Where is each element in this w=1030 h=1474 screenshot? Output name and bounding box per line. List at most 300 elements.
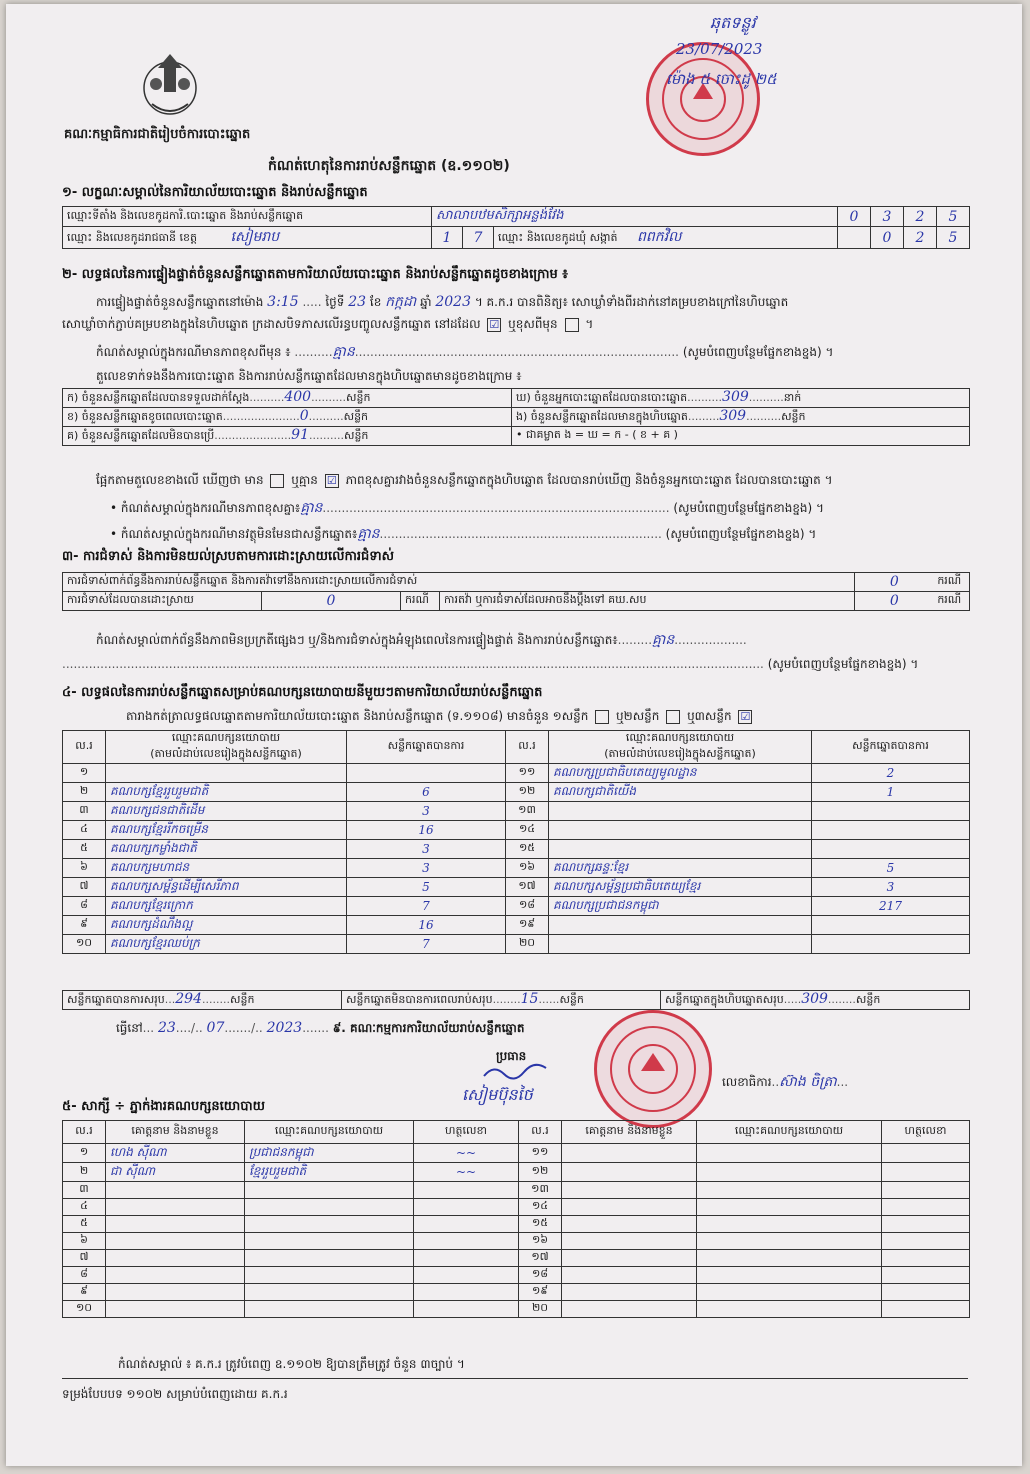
table-row <box>63 878 970 897</box>
vote-no: ៣ <box>63 802 106 821</box>
commune-code-blank <box>838 227 871 249</box>
count-a-value: 400 <box>284 389 312 405</box>
province-code-digit: 1 <box>432 227 463 249</box>
vote-no: ១៧ <box>506 878 549 897</box>
vote-no: ១១ <box>506 764 549 783</box>
col-votes-left: សន្លឹកឆ្នោតបានការ <box>347 731 506 764</box>
verify-line2-text: សោឃ្លាំចាក់ភ្ជាប់គម្របខាងក្នុងនៃហិបឆ្នោត ក្រដាសបិទភាសលើរន្ធបញ្ចូលសន្លឹកឆ្នោត នៅដដែល <box>62 317 481 331</box>
total-valid-value: 294 <box>175 991 202 1007</box>
total-box-value: 309 <box>801 991 828 1007</box>
witness-no: ១៨ <box>519 1267 562 1284</box>
province-label-text: ឈ្មោះ និងលេខកូដរាជធានី ខេត្ត <box>67 231 197 244</box>
count-c-label: គ) ចំនួនសន្លឹកឆ្នោតដែលមិនបានប្រើ <box>67 429 215 442</box>
vote-party: គណបក្សកម្លាំងជាតិ <box>106 840 347 859</box>
total-invalid-value: 15 <box>520 991 539 1007</box>
chief-name: សៀមប៊ុនថៃ <box>462 1085 533 1104</box>
verify-year-label: ឆ្នាំ <box>420 295 432 309</box>
witness-name <box>562 1250 697 1267</box>
witness-name <box>562 1284 697 1301</box>
fill-hint: (សូមបំពេញបន្ថែមផ្នែកខាងខ្នង) ។ <box>682 345 834 359</box>
vote-party <box>549 821 812 840</box>
compare-tail: ភាពខុសគ្នារវាងចំនួនសន្លឹកឆ្នោតក្នុងហិបឆ្នោត ដែលបានរាប់ឃើញ និងចំនួនអ្នកបោះឆ្នោត ដែលបានបោះឆ្នោត ។ <box>345 473 833 487</box>
commune-label-text: ឈ្មោះ និងលេខកូដឃុំ សង្កាត់ <box>498 231 618 244</box>
vote-count: 3 <box>347 802 506 821</box>
commune-code-digit: 5 <box>937 227 970 249</box>
witness-no: ៤ <box>63 1199 106 1216</box>
irregularity-continue: ........................................................................................................................................................................................ (សូមបំពេញបន្ថែមផ្នែកខាងខ្នង) ។ <box>62 657 919 671</box>
vote-no: ១៦ <box>506 859 549 878</box>
witness-no: ៧ <box>63 1250 106 1267</box>
witness-no: ១៧ <box>519 1250 562 1267</box>
three-sheets-checkbox[interactable]: ☑ <box>738 710 752 724</box>
vote-count <box>812 935 970 954</box>
count-d-value: 309 <box>722 389 749 405</box>
resolved-unit: ករណី <box>401 592 440 611</box>
col-party-right: ឈ្មោះគណបក្សនយោបាយ <box>549 731 812 748</box>
done-month: 07 <box>206 1020 225 1036</box>
location-code-digit: 2 <box>904 207 937 227</box>
location-value: សាលាបឋមសិក្សាអន្លង់វែង <box>432 207 838 227</box>
witness-signature <box>882 1216 970 1233</box>
vote-party: គណបក្សសម្ព័ន្ធដើម្បីសេរីភាព <box>106 878 347 897</box>
results-intro-text: តារាងកត់ត្រាលទ្ធផលឆ្នោតតាមការិយាល័យបោះឆ្នោត និងរាប់សន្លឹកឆ្នោត (ទ.១១០៨) មានចំនួន ១សន្លឹក <box>126 709 589 723</box>
witness-party <box>697 1233 882 1250</box>
table-row <box>63 1199 970 1216</box>
vote-party <box>549 840 812 859</box>
witness-party: ប្រជាជនកម្ពុជា <box>245 1144 414 1163</box>
section-5-heading: ៥- សាក្សី ÷ ភ្នាក់ងារគណបក្សនយោបាយ <box>62 1099 265 1114</box>
table-row <box>63 764 970 783</box>
witness-name <box>106 1199 245 1216</box>
verify-day: 23 <box>348 294 367 310</box>
total-valid: សន្លឹកឆ្នោតបានការសរុប...294........សន្លឹក <box>63 991 342 1010</box>
vote-no: ២ <box>63 783 106 802</box>
witness-no: ១០ <box>63 1301 106 1318</box>
count-a-label: ក) ចំនួនសន្លឹកឆ្នោតដែលបានទទួលដាក់ស្តែង <box>67 391 250 404</box>
done-date-line: ធ្វើនៅ... 23..../.. 07......./.. 2023....... ៩. គណៈកម្មការការិយាល័យរាប់សន្លឹកឆ្នោត <box>116 1020 525 1036</box>
witness-no: ១ <box>63 1144 106 1163</box>
vote-count: 16 <box>347 916 506 935</box>
vote-no: ១០ <box>63 935 106 954</box>
section-1-heading: ១- លក្ខណៈសម្គាល់នៃការិយាល័យបោះឆ្នោត និងរាប់សន្លឹកឆ្នោត <box>62 185 368 200</box>
witness-signature <box>882 1267 970 1284</box>
witness-party: ខ្មែររួបរួមជាតិ <box>245 1163 414 1182</box>
witness-no: ១៩ <box>519 1284 562 1301</box>
appeal-label: ការតវ៉ា ឬការជំទាស់ដែលអាចនឹងប្តឹងទៅ គឃ.សប <box>440 592 855 611</box>
w-col-name-right: គោត្តនាម និងនាមខ្លួន <box>562 1121 697 1144</box>
table-row <box>63 1250 970 1267</box>
w-col-sign-right: ហត្ថលេខា <box>882 1121 970 1144</box>
witness-signature <box>414 1199 519 1216</box>
witness-signature: ~~ <box>414 1144 519 1163</box>
vote-party: គណបក្សដំណឹងល្អ <box>106 916 347 935</box>
count-b-value: 0 <box>299 408 309 424</box>
one-sheet-checkbox[interactable] <box>595 710 609 724</box>
commune-value: ពពកវិល <box>637 229 682 245</box>
witness-signature <box>414 1182 519 1199</box>
note3-line: • កំណត់សម្គាល់ក្នុងករណីមានវត្ថុមិនមែនជាសន្លឹកឆ្នោត៖គ្មាន.......................................................................... (សូមបំពេញបន្ថែមផ្នែកខាងខ្នង) ។ <box>110 526 817 542</box>
section-4-heading: ៤- លទ្ធផលនៃការរាប់សន្លឹកឆ្នោតសម្រាប់គណបក្សនយោបាយនីមួយៗតាមការិយាល័យរាប់សន្លឹកឆ្នោត <box>62 685 543 700</box>
vote-no: ៩ <box>63 916 106 935</box>
vote-count <box>812 916 970 935</box>
province-code-digit: 7 <box>463 227 494 249</box>
secretary-line: លេខាធិការ..ស៊ាង ចិត្រា... <box>722 1074 849 1090</box>
vote-count: 1 <box>812 783 970 802</box>
verify-time: 3:15 <box>267 294 299 310</box>
location-code-digit: 0 <box>838 207 871 227</box>
count-e: ង) ចំនួនសន្លឹកឆ្នោតដែលមានក្នុងហិបឆ្នោត.........309..........សន្លឹក <box>512 408 970 427</box>
count-c-value: 91 <box>291 427 309 443</box>
vote-party: គណបក្សជាតិយើង <box>549 783 812 802</box>
note2-line: • កំណត់សម្គាល់ក្នុងករណីមានភាពខុសគ្នា៖គ្មាន........................................................................................... (សូមបំពេញបន្ថែមផ្នែកខាងខ្នង) ។ <box>110 500 824 516</box>
count-e-value: 309 <box>719 408 747 424</box>
verify-time-label: ការផ្ទៀងផ្ទាត់ចំនួនសន្លឹកឆ្នោតនៅម៉ោង <box>96 295 264 309</box>
vote-no: ៤ <box>63 821 106 840</box>
compare-line <box>96 472 833 490</box>
vote-party: គណបក្សសម្ព័ន្ធប្រជាធិបតេយ្យខ្មែរ <box>549 878 812 897</box>
province-value: សៀមរាប <box>230 229 280 245</box>
formula: • ជាគម្លាត ង = ឃ = ក - ( ខ + គ ) <box>512 427 970 446</box>
vote-count: 3 <box>812 878 970 897</box>
province-label <box>63 227 432 249</box>
col-no-right: ល.រ <box>506 731 549 764</box>
witness-party <box>245 1267 414 1284</box>
table-row <box>63 783 970 802</box>
handwritten-note-3: ម៉ោង ៥ ចោះដូ ២៥ <box>666 70 777 88</box>
witness-name <box>106 1182 245 1199</box>
table-row <box>63 802 970 821</box>
done-year: 2023 <box>266 1020 303 1036</box>
location-code-digit: 5 <box>937 207 970 227</box>
witness-no: ៨ <box>63 1267 106 1284</box>
vote-count <box>812 821 970 840</box>
vote-count: 2 <box>812 764 970 783</box>
verify-year: 2023 <box>435 294 471 310</box>
vote-no: ៧ <box>63 878 106 897</box>
done-day: 23 <box>157 1020 176 1036</box>
witness-name <box>562 1199 697 1216</box>
chief-signature-icon <box>480 1062 550 1082</box>
fill-hint: (សូមបំពេញបន្ថែមផ្នែកខាងខ្នង) ។ <box>767 657 919 671</box>
results-intro <box>126 708 755 726</box>
witness-no: ១៤ <box>519 1199 562 1216</box>
total-invalid-unit: សន្លឹក <box>559 993 584 1006</box>
witness-name <box>106 1250 245 1267</box>
footnote: កំណត់សម្គាល់ ៖ គ.ក.រ ត្រូវបំពេញ ឧ.១១០២ ឱ្យបានត្រឹមត្រូវ ចំនួន ៣ច្បាប់ ។ <box>118 1357 465 1371</box>
vote-party: គណបក្សខ្មែររួបរួមជាតិ <box>106 783 347 802</box>
witness-signature <box>414 1301 519 1318</box>
w-col-no-left: ល.រ <box>63 1121 106 1144</box>
vote-no: ៦ <box>63 859 106 878</box>
verify-day-label: ថ្ងៃទី <box>325 295 345 309</box>
vote-party: គណបក្សខ្មែររីកចម្រើន <box>106 821 347 840</box>
counts-table <box>62 388 970 446</box>
irregularity-value: គ្មាន <box>652 632 675 648</box>
secretary-label: លេខាធិការ <box>722 1075 772 1089</box>
different-checkbox[interactable] <box>565 318 579 332</box>
col-no-left: ល.រ <box>63 731 106 764</box>
total-box: សន្លឹកឆ្នោតក្នុងហិបឆ្នោតសរុប.....309........សន្លឹក <box>661 991 970 1010</box>
count-a-unit: សន្លឹក <box>346 391 371 404</box>
complaint-row1-value: 0 <box>855 573 934 592</box>
witness-no: ៩ <box>63 1284 106 1301</box>
chief-label: ប្រធាន <box>496 1049 527 1063</box>
vote-no: ៨ <box>63 897 106 916</box>
witness-signature <box>882 1284 970 1301</box>
official-stamp-bottom <box>594 1010 712 1128</box>
vote-party: គណបក្សខ្មែរឈប់ក្រ <box>106 935 347 954</box>
irregularity-note: កំណត់សម្គាល់ពាក់ព័ន្ធនឹងភាពមិនប្រក្រតីផ្សេងៗ ឬ/និងការជំទាស់ក្នុងអំឡុងពេលនៃការផ្ទៀងផ្ទាត់ និងការរាប់សន្លឹកឆ្នោត៖.........គ្មាន................... <box>96 632 747 648</box>
w-col-party-right: ឈ្មោះគណបក្សនយោបាយ <box>697 1121 882 1144</box>
irregularity-label: កំណត់សម្គាល់ពាក់ព័ន្ធនឹងភាពមិនប្រក្រតីផ្សេងៗ ឬ/និងការជំទាស់ក្នុងអំឡុងពេលនៃការផ្ទៀងផ្ទាត់ និងការរាប់សន្លឹកឆ្នោត៖ <box>96 633 618 647</box>
vote-count: 7 <box>347 935 506 954</box>
has-difference-checkbox[interactable] <box>270 474 284 488</box>
vote-party: គណបក្សខ្មែរក្រោក <box>106 897 347 916</box>
commune-label <box>494 227 838 249</box>
count-c-unit: សន្លឹក <box>343 429 369 442</box>
witness-name <box>562 1163 697 1182</box>
two-sheets-checkbox[interactable] <box>666 710 680 724</box>
witness-party <box>245 1284 414 1301</box>
fill-hint: (សូមបំពេញបន្ថែមផ្នែកខាងខ្នង) ។ <box>665 527 817 541</box>
witness-signature <box>414 1216 519 1233</box>
witness-name <box>562 1144 697 1163</box>
witness-name <box>562 1267 697 1284</box>
verify-line1-tail: ។ គ.ក.រ បានពិនិត្យ៖ សោឃ្លាំទាំងពីរដាក់នៅគម្របខាងក្រៅនៃហិបឆ្នោត <box>474 295 789 309</box>
votes-table <box>62 730 970 954</box>
witness-no: ៦ <box>63 1233 106 1250</box>
vote-count <box>347 764 506 783</box>
col-party-left: ឈ្មោះគណបក្សនយោបាយ <box>106 731 347 748</box>
commission-name: គណៈកម្មាធិការជាតិរៀបចំការបោះឆ្នោត <box>64 127 251 142</box>
vote-count <box>812 802 970 821</box>
location-code-digit: 3 <box>871 207 904 227</box>
witness-name <box>106 1267 245 1284</box>
table-row <box>63 1163 970 1182</box>
vote-party: គណបក្សប្រជាជនកម្ពុជា <box>549 897 812 916</box>
vote-party: គណបក្សឆន្ទៈខ្មែរ <box>549 859 812 878</box>
appeal-unit: ករណី <box>933 592 969 611</box>
table-row <box>63 1284 970 1301</box>
note2-value: គ្មាន <box>300 500 323 516</box>
commune-code-digit: 2 <box>904 227 937 249</box>
table-row <box>63 1233 970 1250</box>
vote-no: ២០ <box>506 935 549 954</box>
witness-name <box>562 1182 697 1199</box>
verification-line-1: ការផ្ទៀងផ្ទាត់ចំនួនសន្លឹកឆ្នោតនៅម៉ោង 3:15 ..... ថ្ងៃទី 23 ខែ កក្កដា ឆ្នាំ 2023 ។ គ.ក.រ បានពិនិត្យ៖ សោឃ្លាំទាំងពីរដាក់នៅគម្របខាងក្រៅនៃហិបឆ្នោត <box>96 294 789 310</box>
witness-signature <box>882 1233 970 1250</box>
witness-table <box>62 1120 970 1318</box>
document-page <box>6 4 1022 1466</box>
witness-signature <box>882 1144 970 1163</box>
witness-signature <box>882 1163 970 1182</box>
vote-party: គណបក្សប្រជាធិបតេយ្យមូលដ្ឋាន <box>549 764 812 783</box>
vote-count: 5 <box>347 878 506 897</box>
committee-label: ៩. គណៈកម្មការការិយាល័យរាប់សន្លឹកឆ្នោត <box>332 1021 525 1035</box>
section-2-heading: ២- លទ្ធផលនៃការផ្ទៀងផ្ទាត់ចំនួនសន្លឹកឆ្នោតតាមការិយាល័យបោះឆ្នោត និងរាប់សន្លឹកឆ្នោតដូចខាងក្រោម ៖ <box>62 267 568 282</box>
witness-party <box>245 1301 414 1318</box>
done-label: ធ្វើនៅ <box>116 1021 143 1035</box>
total-box-label: សន្លឹកឆ្នោតក្នុងហិបឆ្នោតសរុប <box>665 993 784 1006</box>
witness-signature <box>882 1301 970 1318</box>
witness-name <box>562 1233 697 1250</box>
witness-signature <box>414 1250 519 1267</box>
table-row <box>63 1182 970 1199</box>
table-row <box>63 916 970 935</box>
witness-party <box>245 1250 414 1267</box>
witness-name <box>106 1301 245 1318</box>
footer-divider <box>62 1378 968 1379</box>
location-label: ឈ្មោះទីតាំង និងលេខកូដការិ.បោះឆ្នោត និងរាប់សន្លឹកឆ្នោត <box>63 207 432 227</box>
same-checkbox[interactable]: ☑ <box>487 318 501 332</box>
note-diff-line: កំណត់សម្គាល់ក្នុងករណីមានភាពខុសពីមុន ៖ ..........គ្មាន..................................................................................... (សូមបំពេញបន្ថែមផ្នែកខាងខ្នង) ។ <box>96 344 834 360</box>
witness-name <box>562 1216 697 1233</box>
witness-no: ២០ <box>519 1301 562 1318</box>
compare-has-label: ផ្អែកតាមតួលេខខាងលើ ឃើញថា មាន <box>96 473 264 487</box>
commune-code-digit: 0 <box>871 227 904 249</box>
col-party-sub-left: (តាមលំដាប់លេខរៀងក្នុងសន្លឹកឆ្នោត) <box>106 747 347 764</box>
verification-line-2 <box>62 316 593 334</box>
witness-name <box>106 1284 245 1301</box>
count-d-unit: នាក់ <box>783 391 802 404</box>
location-table <box>62 206 970 249</box>
witness-party <box>697 1144 882 1163</box>
witness-party <box>245 1182 414 1199</box>
witness-signature <box>882 1250 970 1267</box>
witness-signature <box>882 1182 970 1199</box>
handwritten-note-1: ឆុតទន្លូវ <box>710 13 756 32</box>
count-d: ឃ) ចំនួនអ្នកបោះឆ្នោតដែលបានបោះឆ្នោត..........309..........នាក់ <box>512 389 970 408</box>
fill-hint: (សូមបំពេញបន្ថែមផ្នែកខាងខ្នង) ។ <box>673 501 824 515</box>
count-c: គ) ចំនួនសន្លឹកឆ្នោតដែលមិនបានប្រើ......................91..........សន្លឹក <box>63 427 512 446</box>
total-invalid-label: សន្លឹកឆ្នោតមិនបានការពេលរាប់សរុប <box>346 993 493 1006</box>
section-3-heading: ៣- ការជំទាស់ និងការមិនយល់ស្របតាមការដោះស្រាយលើការជំទាស់ <box>62 549 394 564</box>
complaint-row1-label: ការជំទាស់ពាក់ព័ន្ធនឹងការរាប់សន្លឹកឆ្នោត និងការតវ៉ាទៅនឹងការដោះស្រាយលើការជំទាស់ <box>63 573 855 592</box>
witness-party <box>245 1199 414 1216</box>
witness-party <box>697 1163 882 1182</box>
vote-party: គណបក្សមហាជន <box>106 859 347 878</box>
form-note: ទម្រង់បែបបទ ១១០២ សម្រាប់បំពេញដោយ គ.ក.រ <box>62 1387 288 1401</box>
total-valid-label: សន្លឹកឆ្នោតបានការសរុប <box>67 993 165 1006</box>
verify-month-label: ខែ <box>369 295 382 309</box>
table-row <box>63 1216 970 1233</box>
witness-no: ៥ <box>63 1216 106 1233</box>
vote-count <box>812 840 970 859</box>
witness-signature <box>414 1284 519 1301</box>
page-title: កំណត់ហេតុនៃការរាប់សន្លឹកឆ្នោត (ឧ.១១០២) <box>268 158 510 174</box>
period: ។ <box>585 317 594 331</box>
counts-intro: តួលេខទាក់ទងនឹងការបោះឆ្នោត និងការរាប់សន្លឹកឆ្នោតដែលមានក្នុងហិបឆ្នោតមានដូចខាងក្រោម ៖ <box>96 369 522 383</box>
col-party-sub-right: (តាមលំដាប់លេខរៀងក្នុងសន្លឹកឆ្នោត) <box>549 747 812 764</box>
note3-value: គ្មាន <box>357 526 380 542</box>
witness-no: ១៦ <box>519 1233 562 1250</box>
vote-count: 16 <box>347 821 506 840</box>
witness-no: ១២ <box>519 1163 562 1182</box>
secretary-name: ស៊ាង ចិត្រា <box>779 1074 837 1090</box>
vote-count: 6 <box>347 783 506 802</box>
three-sheets-label: ឬ៣សន្លឹក <box>687 709 732 723</box>
vote-no: ១៥ <box>506 840 549 859</box>
witness-name: ហេង ស៊ីណា <box>106 1144 245 1163</box>
vote-count: 217 <box>812 897 970 916</box>
witness-signature: ~~ <box>414 1163 519 1182</box>
witness-party <box>697 1267 882 1284</box>
witness-name <box>562 1301 697 1318</box>
witness-name <box>106 1233 245 1250</box>
w-col-party-left: ឈ្មោះគណបក្សនយោបាយ <box>245 1121 414 1144</box>
vote-count: 7 <box>347 897 506 916</box>
vote-no: ១៣ <box>506 802 549 821</box>
complaint-row1-unit: ករណី <box>933 573 969 592</box>
different-label: ឬខុសពីមុន <box>508 317 558 331</box>
note-diff-value: គ្មាន <box>332 344 355 360</box>
vote-no: ១២ <box>506 783 549 802</box>
complaints-table <box>62 572 970 611</box>
vote-count: 5 <box>812 859 970 878</box>
compare-none-label: ឬគ្មាន <box>291 473 318 487</box>
witness-no: ១៣ <box>519 1182 562 1199</box>
vote-no: ១ <box>63 764 106 783</box>
count-b-unit: សន្លឹក <box>343 410 369 423</box>
total-invalid: សន្លឹកឆ្នោតមិនបានការពេលរាប់សរុប........15......សន្លឹក <box>342 991 661 1010</box>
witness-name: ជា ស៊ីណា <box>106 1163 245 1182</box>
vote-totals-table <box>62 990 970 1010</box>
witness-name <box>106 1216 245 1233</box>
col-votes-right: សន្លឹកឆ្នោតបានការ <box>812 731 970 764</box>
count-b: ខ) ចំនួនសន្លឹកឆ្នោតខូចពេលបោះឆ្នោត......................0..........សន្លឹក <box>63 408 512 427</box>
witness-no: ១១ <box>519 1144 562 1163</box>
witness-signature <box>414 1233 519 1250</box>
count-a: ក) ចំនួនសន្លឹកឆ្នោតដែលបានទទួលដាក់ស្តែង..........400..........សន្លឹក <box>63 389 512 408</box>
national-emblem-icon <box>134 48 206 120</box>
vote-count: 3 <box>347 840 506 859</box>
witness-party <box>697 1182 882 1199</box>
w-col-no-right: ល.រ <box>519 1121 562 1144</box>
vote-no: ៥ <box>63 840 106 859</box>
witness-party <box>245 1233 414 1250</box>
appeal-value: 0 <box>855 592 934 611</box>
resolved-label: ការជំទាស់ដែលបានដោះស្រាយ <box>63 592 262 611</box>
count-e-unit: សន្លឹក <box>781 410 806 423</box>
note2-label: • កំណត់សម្គាល់ក្នុងករណីមានភាពខុសគ្នា៖ <box>110 501 301 515</box>
vote-no: ១៨ <box>506 897 549 916</box>
official-stamp-top <box>646 40 763 156</box>
total-box-unit: សន្លឹក <box>855 993 881 1006</box>
two-sheets-label: ឬ២សន្លឹក <box>616 709 660 723</box>
table-row <box>63 821 970 840</box>
witness-party <box>697 1301 882 1318</box>
witness-no: ១៥ <box>519 1216 562 1233</box>
table-row <box>63 859 970 878</box>
w-col-sign-left: ហត្ថលេខា <box>414 1121 519 1144</box>
table-row <box>63 1267 970 1284</box>
vote-party <box>549 935 812 954</box>
vote-party <box>549 916 812 935</box>
verify-month: កក្កដា <box>385 294 417 310</box>
vote-count: 3 <box>347 859 506 878</box>
vote-party: គណបក្សជនជាតិដើម <box>106 802 347 821</box>
witness-party <box>245 1216 414 1233</box>
witness-signature <box>414 1267 519 1284</box>
no-difference-checkbox[interactable]: ☑ <box>325 474 339 488</box>
count-d-label: ឃ) ចំនួនអ្នកបោះឆ្នោតដែលបានបោះឆ្នោត <box>516 391 688 404</box>
count-e-label: ង) ចំនួនសន្លឹកឆ្នោតដែលមានក្នុងហិបឆ្នោត <box>516 410 688 423</box>
witness-party <box>697 1216 882 1233</box>
table-row <box>63 840 970 859</box>
witness-signature <box>882 1199 970 1216</box>
table-row <box>63 897 970 916</box>
witness-no: ២ <box>63 1163 106 1182</box>
